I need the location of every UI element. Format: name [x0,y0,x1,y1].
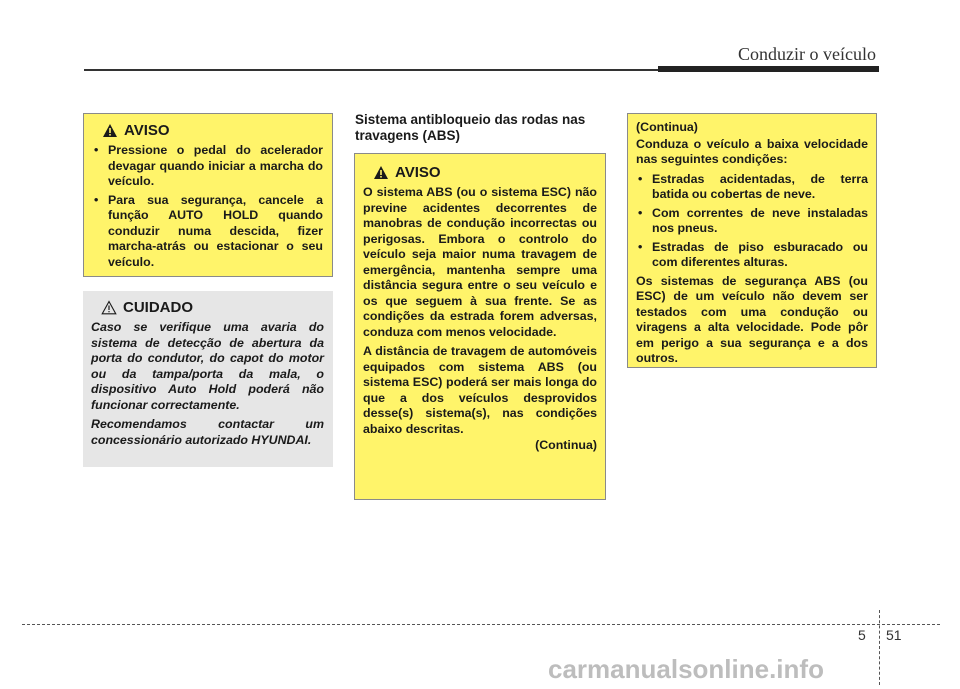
warning-box-abs-continued [627,113,877,368]
caution-paragraph: Recomendamos contactar um concessionário autorizado HYUNDAI. [91,417,324,447]
warning-paragraph: O sistema ABS (ou o sistema ESC) não previne acidentes decorrentes de manobras de condução incorrectas ou perigosas. Embora o controlo do veículo seja maior numa travagem de emergência, mantenha sempre uma distância segura entre o seu veículo e os que seguem à sua frente. Se as condições da estrada forem adversas, conduza com menos velocidade. [363,185,597,339]
page-divider [879,610,880,685]
warning-paragraph: A distância de travagem de automóveis equipados com sistema ABS (ou sistema ESC) poderá ser mais longa do que a dos veículos desprovidos desse(s) sistema(s), nas condições abaixo descritas. [363,344,597,436]
warning-triangle-icon [373,165,389,180]
continued-label: (Continua) [535,438,597,452]
caution-paragraph: Caso se verifique uma avaria do sistema de detecção de abertura da porta do condutor, do capot do motor ou da tampa/porta da mala, o dispositivo Auto Hold poderá não funcionar correctamente. [91,320,324,412]
watermark: carmanualsonline.info [548,654,824,684]
warning-paragraph: Os sistemas de segurança ABS (ou ESC) de um veículo não devem ser testados com uma condução ou viragens a alta velocidade. Pode pôr em perigo a sua segurança e a dos outros. [636,273,868,365]
warning-box-title [363,164,597,181]
warning-triangle-icon [102,123,118,138]
list-item: • Estradas acidentadas, de terra batida ou cobertas de neve. [636,172,868,203]
warning-box-auto-hold [83,113,333,277]
page-header-title: Conduzir o veículo [738,44,876,64]
footer-rule [22,624,940,625]
warning-list [92,143,323,270]
caution-title-text: CUIDADO [123,299,193,316]
list-item: • Pressione o pedal do acelerador devagar quando iniciar a marcha do veículo. [92,143,323,190]
warning-title-text: AVISO [395,164,441,181]
caution-triangle-icon [101,300,117,315]
page-number: 51 [886,627,902,643]
chapter-number: 5 [858,627,866,643]
section-title-abs: Sistema antibloqueio das rodas nas travagens (ABS) [355,112,586,143]
list-item: • Estradas de piso esburacado ou com diferentes alturas. [636,240,868,271]
continued-label: (Continua) [636,120,698,134]
warning-box-abs [354,153,606,500]
caution-box-auto-hold [83,291,333,467]
list-item: • Com correntes de neve instaladas nos pneus. [636,206,868,237]
warning-title-text: AVISO [124,122,170,139]
warning-paragraph: Conduza o veículo a baixa velocidade nas seguintes condições: [636,136,868,166]
warning-list [636,172,868,271]
header-bar [658,66,879,72]
caution-box-title [91,299,324,316]
list-item: • Para sua segurança, cancele a função AUTO HOLD quando conduzir numa descida, fizer marcha-atrás ou estacionar o seu veículo. [92,193,323,271]
warning-box-title [92,122,323,139]
